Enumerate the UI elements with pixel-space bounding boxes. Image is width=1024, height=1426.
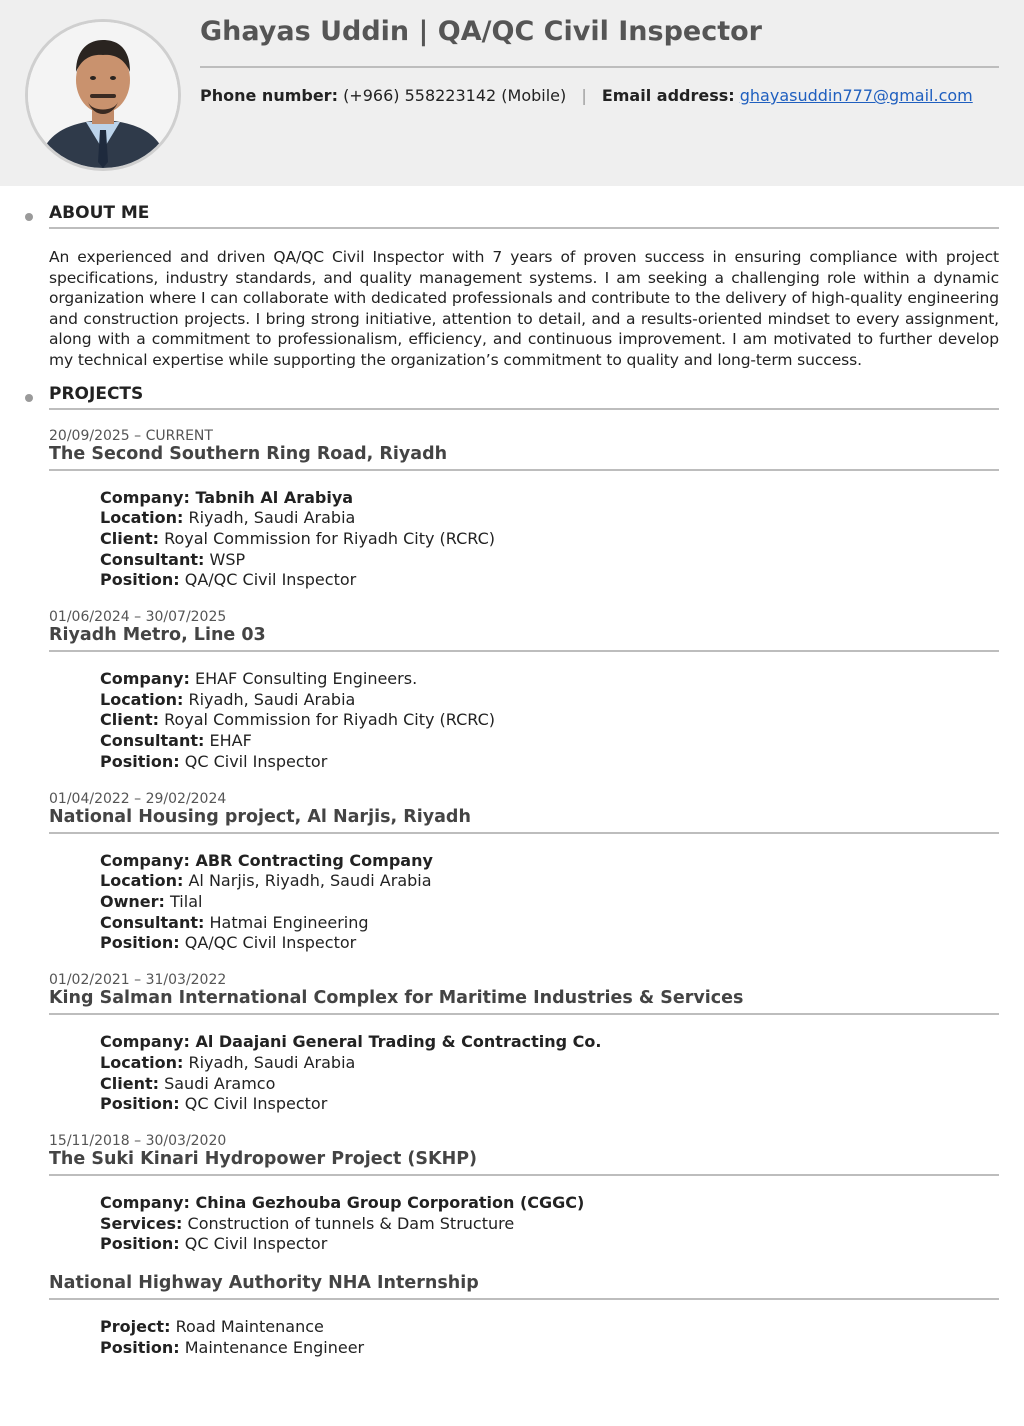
detail-value: Road Maintenance [175,1317,324,1337]
project-details [100,1317,999,1358]
project-company: Company: Al Daajani General Trading & Contracting Co. [100,1032,602,1052]
project-details [100,669,999,773]
project-company: Company: China Gezhouba Group Corporation (CGGC) [100,1192,585,1212]
detail-label: Location: [100,871,184,891]
detail-label: Position: [100,570,180,590]
contact-line [200,86,973,105]
detail-label: Client: [100,528,159,548]
detail-label: Owner: [100,892,165,911]
detail-label: Company: [100,669,190,689]
about-paragraph: An experienced and driven QA/QC Civil Inspector with 7 years of proven success in ensuring compliance with project specifications, industry standards, and quality management systems. I am seeking a challenging role within a dynamic organization where I can collaborate with dedicated professionals and contribute to the delivery of high-quality engineering and construction projects. I bring strong initiative, attention to detail, and a results-oriented mindset to every assignment, along with a commitment to professionalism, efficiency, and continuous improvement. I am motivated to further develop my technical expertise while supporting the organization’s commitment to quality and long-term success. [49,248,999,369]
detail-value: Hatmai Engineering [209,912,369,932]
detail-label: Consultant: [100,731,205,751]
project-entry [49,428,999,592]
project-date: 01/06/2024 – 30/07/2025 [49,609,227,626]
phone-label: Phone number: [200,86,338,105]
detail-value: Royal Commission for Riyadh City (RCRC) [164,528,496,548]
detail-value: QC Civil Inspector [184,751,328,771]
detail-label: Location: [100,689,184,709]
project-details [100,1032,999,1115]
detail-value: QA/QC Civil Inspector [184,933,357,953]
project-entry [49,1273,999,1358]
detail-value: WSP [209,549,246,569]
section-bullet-icon [25,213,33,221]
project-title: The Second Southern Ring Road, Riyadh [49,444,999,471]
detail-value: Riyadh, Saudi Arabia [188,689,356,709]
resume-header [0,0,1024,186]
project-title: King Salman International Complex for Maritime Industries & Services [49,988,999,1015]
project-entry [49,609,999,773]
about-section [49,203,999,371]
detail-label: Position: [100,1337,180,1357]
detail-value: QA/QC Civil Inspector [184,570,357,590]
detail-value: Al Narjis, Riyadh, Saudi Arabia [188,871,432,891]
detail-label: Client: [100,710,159,730]
detail-value: QC Civil Inspector [184,1234,328,1254]
phone-value: (+966) 558223142 (Mobile) [343,86,567,105]
detail-label: Consultant: [100,549,205,569]
project-details [100,488,999,592]
project-title: Riyadh Metro, Line 03 [49,625,999,652]
detail-value: Riyadh, Saudi Arabia [188,1052,356,1072]
project-details [100,851,999,955]
project-date: 20/09/2025 – CURRENT [49,427,213,444]
detail-label: Consultant: [100,912,205,932]
detail-value: EHAF [209,731,252,751]
section-bullet-icon [25,394,33,402]
profile-photo [25,19,181,171]
detail-label: Position: [100,751,180,771]
detail-value: EHAF Consulting Engineers. [194,669,418,689]
project-date: 01/02/2021 – 31/03/2022 [49,972,227,989]
project-entry [49,791,999,955]
project-company: Company: Tabnih Al Arabiya [100,487,354,507]
header-divider [200,66,999,68]
email-label: Email address: [601,86,735,105]
project-details [100,1193,999,1255]
name-title: Ghayas Uddin | QA/QC Civil Inspector [200,16,762,47]
contact-separator: | [581,86,587,105]
detail-label: Position: [100,1094,180,1114]
detail-label: Position: [100,933,180,953]
project-company: Company: ABR Contracting Company [100,850,433,870]
detail-value: Royal Commission for Riyadh City (RCRC) [164,710,496,730]
detail-label: Client: [100,1073,159,1093]
person-photo-icon [28,22,178,168]
project-entry [49,972,999,1115]
project-title: The Suki Kinari Hydropower Project (SKHP) [49,1149,999,1176]
detail-value: QC Civil Inspector [184,1094,328,1114]
detail-label: Location: [100,1052,184,1072]
detail-value: Maintenance Engineer [184,1337,365,1357]
detail-label: Services: [100,1213,183,1233]
project-entry [49,1133,999,1255]
about-heading [49,203,999,229]
detail-label: Position: [100,1234,180,1254]
project-date: 01/04/2022 – 29/02/2024 [49,790,227,807]
projects-section [49,384,999,1359]
detail-value: Saudi Aramco [164,1073,276,1093]
detail-label: Project: [100,1317,171,1337]
projects-heading [49,384,999,410]
detail-value: Construction of tunnels & Dam Structure [187,1213,515,1233]
projects-title: PROJECTS [49,384,999,410]
detail-value: Tilal [170,892,203,911]
project-date: 15/11/2018 – 30/03/2020 [49,1132,227,1149]
detail-label: Location: [100,508,184,528]
project-title: National Housing project, Al Narjis, Riyadh [49,807,999,834]
project-title: National Highway Authority NHA Internship [49,1273,999,1300]
email-link[interactable]: ghayasuddin777@gmail.com [739,86,973,105]
detail-value: Riyadh, Saudi Arabia [188,508,356,528]
about-title: ABOUT ME [49,203,999,229]
